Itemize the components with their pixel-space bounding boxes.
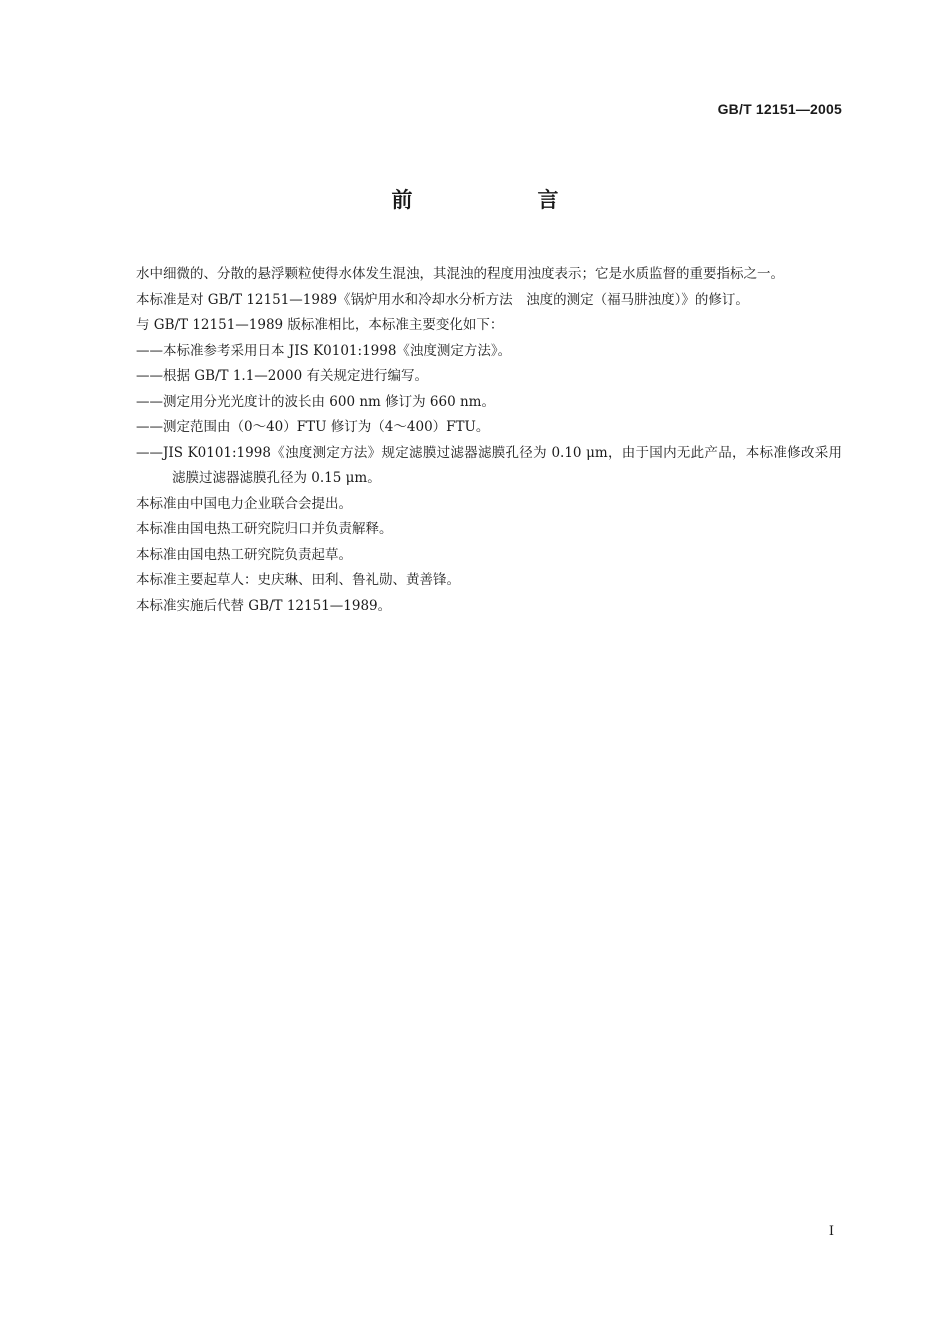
replacement-statement: 本标准实施后代替 GB/T 12151—1989。	[136, 597, 392, 614]
document-body	[108, 262, 842, 619]
changes-heading: 与 GB/T 12151—1989 版标准相比，本标准主要变化如下：	[136, 317, 504, 333]
page-number: I	[828, 1224, 834, 1239]
drafting-statement: 本标准由国电热工研究院负责起草。	[136, 546, 352, 563]
responsibility-statement: 本标准由国电热工研究院归口并负责解释。	[136, 521, 393, 537]
change-item: ——测定用分光光度计的波长由 600 nm 修订为 660 nm。	[136, 393, 495, 410]
change-item: ——本标准参考采用日本 JIS K0101:1998《浊度测定方法》。	[136, 342, 512, 359]
change-item: ——根据 GB/T 1.1—2000 有关规定进行编写。	[136, 368, 428, 384]
drafters-statement: 本标准主要起草人：史庆琳、田利、鲁礼勋、黄善锋。	[136, 572, 460, 588]
change-item: ——测定范围由（0～40）FTU 修订为（4～400）FTU。	[136, 419, 490, 435]
standard-code: GB/T 12151—2005	[717, 101, 842, 117]
page-title: 前 言	[391, 188, 611, 212]
proposer-statement: 本标准由中国电力企业联合会提出。	[136, 495, 352, 512]
revision-paragraph: 本标准是对 GB/T 12151—1989《锅炉用水和冷却水分析方法 浊度的测定（福马肼浊度）》的修订。	[136, 291, 749, 308]
intro-paragraph: 水中细微的、分散的悬浮颗粒使得水体发生混浊，其混浊的程度用浊度表示；它是水质监督的重要指标之一。	[136, 266, 784, 282]
change-item: ——JIS K0101:1998《浊度测定方法》规定滤膜过滤器滤膜孔径为 0.10 μm，由于国内无此产品，本标准修改采用滤膜过滤器滤膜孔径为 0.15 μm。	[136, 444, 842, 486]
